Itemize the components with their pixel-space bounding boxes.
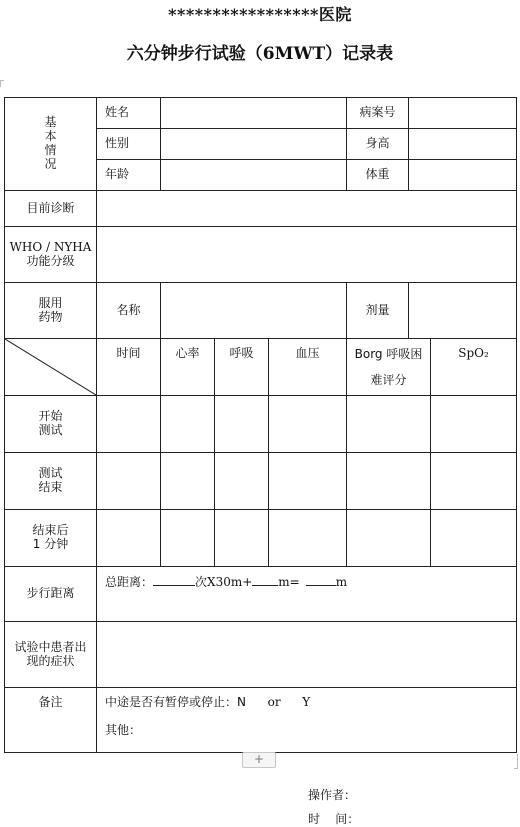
table-row (5, 396, 517, 453)
col-time: 时间 (97, 339, 161, 396)
end-borg-cell[interactable] (347, 453, 431, 510)
symptoms-label-line: 试验中患者出 (14, 639, 87, 654)
formula-mid: X30m+ (207, 575, 253, 589)
basic-label-char: 基 (44, 115, 57, 130)
after-borg-cell[interactable] (347, 510, 431, 567)
notes-label: 备注 (5, 688, 97, 753)
times-label: 次 (195, 575, 208, 589)
notes-field[interactable] (97, 688, 517, 753)
basic-label-char: 本 (44, 129, 57, 144)
row-label-start (5, 396, 97, 453)
start-borg-cell[interactable] (347, 396, 431, 453)
diagonal-line (5, 339, 96, 395)
row-label-line: 开始 (38, 409, 63, 424)
diagonal-header-cell (5, 339, 97, 396)
start-time-cell[interactable] (97, 396, 161, 453)
age-field[interactable] (161, 160, 347, 191)
age-label: 年龄 (97, 160, 161, 191)
record-no-label: 病案号 (347, 98, 409, 129)
height-field[interactable] (409, 129, 517, 160)
gender-field[interactable] (161, 129, 347, 160)
record-table (4, 97, 517, 753)
end-blood-pressure-cell[interactable] (269, 453, 347, 510)
form-title: 六分钟步行试验（6MWT）记录表 (126, 44, 394, 64)
start-spo2-cell[interactable] (431, 396, 517, 453)
medication-label-line: 服用 (38, 295, 63, 310)
distance-field[interactable] (97, 567, 517, 622)
borg-line: Borg 呼吸困 (354, 347, 423, 361)
after-time-cell[interactable] (97, 510, 161, 567)
basic-label-char: 情 (44, 143, 57, 157)
weight-label: 体重 (347, 160, 409, 191)
start-heart-rate-cell[interactable] (161, 396, 215, 453)
unit-m: m (335, 575, 348, 589)
record-no-field[interactable] (409, 98, 517, 129)
time-label: 时 间： (308, 812, 360, 826)
end-heart-rate-cell[interactable] (161, 453, 215, 510)
row-label-line: 结束 (38, 480, 63, 494)
row-label-line: 测试 (38, 423, 63, 437)
symptoms-field[interactable] (97, 622, 517, 688)
table-row (5, 453, 517, 510)
diagnosis-field[interactable] (97, 191, 517, 227)
distance-label: 步行距离 (5, 567, 97, 622)
after-spo2-cell[interactable] (431, 510, 517, 567)
table-row (5, 510, 517, 567)
page-corner-mark (0, 80, 4, 87)
medication-name-label: 名称 (97, 283, 161, 339)
col-blood-pressure: 血压 (269, 339, 347, 396)
medication-label-line: 药物 (38, 309, 63, 324)
laps-blank[interactable] (153, 573, 195, 586)
medication-dose-field[interactable] (409, 283, 517, 339)
row-label-line: 测试 (38, 466, 63, 481)
col-borg-score (347, 339, 431, 396)
end-respiration-cell[interactable] (215, 453, 269, 510)
operator-label: 操作者： (308, 788, 357, 802)
start-respiration-cell[interactable] (215, 396, 269, 453)
after-respiration-cell[interactable] (215, 510, 269, 567)
after-heart-rate-cell[interactable] (161, 510, 215, 567)
row-label-line: 结束后 (32, 523, 69, 538)
who-nyha-field[interactable] (97, 227, 517, 283)
yes-label: Y (302, 695, 311, 709)
row-label-line: 1 分钟 (32, 537, 69, 551)
medication-dose-label: 剂量 (347, 283, 409, 339)
row-label-end (5, 453, 97, 510)
weight-field[interactable] (409, 160, 517, 191)
end-time-cell[interactable] (97, 453, 161, 510)
row-label-after-1min (5, 510, 97, 567)
gender-label: 性别 (97, 129, 161, 160)
total-meters-blank[interactable] (306, 573, 336, 586)
col-spo2: SpO₂ (431, 339, 517, 396)
col-heart-rate: 心率 (161, 339, 215, 396)
basic-label-char: 况 (44, 156, 57, 171)
symptoms-label (5, 622, 97, 688)
add-row-button[interactable]: + (242, 752, 276, 768)
or-label: or (267, 695, 281, 709)
symptoms-label-line: 现的症状 (26, 653, 75, 668)
other-label: 其他： (105, 722, 142, 737)
page-corner-mark (514, 754, 518, 769)
after-blood-pressure-cell[interactable] (269, 510, 347, 567)
name-field[interactable] (161, 98, 347, 129)
pause-question: 中途是否有暂停或停止：N (105, 695, 246, 709)
end-spo2-cell[interactable] (431, 453, 517, 510)
extra-meters-blank[interactable] (252, 573, 278, 586)
medication-name-field[interactable] (161, 283, 347, 339)
start-blood-pressure-cell[interactable] (269, 396, 347, 453)
borg-line: 难评分 (370, 373, 407, 387)
col-respiration: 呼吸 (215, 339, 269, 396)
basic-info-label (5, 98, 97, 191)
hospital-name: *****************医院 (168, 5, 352, 24)
who-nyha-line: WHO / NYHA (9, 239, 92, 254)
name-label: 姓名 (97, 98, 161, 129)
medication-label (5, 283, 97, 339)
who-nyha-line: 功能分级 (26, 253, 75, 268)
diagnosis-label: 目前诊断 (5, 191, 97, 227)
height-label: 身高 (347, 129, 409, 160)
formula-m-eq: m= (278, 575, 300, 589)
who-nyha-label (5, 227, 97, 283)
total-distance-label: 总距离： (105, 575, 154, 589)
